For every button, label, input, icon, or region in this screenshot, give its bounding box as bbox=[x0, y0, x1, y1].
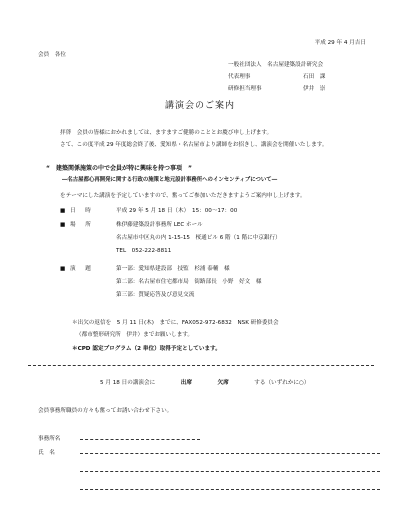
sender-row bbox=[228, 62, 325, 74]
guests-note: 会員事務所職員の方々も奮ってお誘い合わせ下さい。 bbox=[38, 408, 173, 414]
invite-paragraph: をテーマにした講演を予定していますので、奮ってご参加いただきますようご案内申し上げます。 bbox=[60, 193, 306, 199]
sender-role: 研修担当理事 bbox=[228, 86, 262, 92]
reply-contact-note: （都市整形研究所 伊井）までお願いします。 bbox=[76, 332, 194, 338]
document-date: 平成 29 年 4 月吉日 bbox=[314, 40, 366, 46]
cpd-note: ＊CPD 認定プログラム（2 単位）取得予定としています。 bbox=[72, 346, 221, 352]
office-input-line[interactable] bbox=[80, 439, 200, 440]
detail-talk bbox=[60, 266, 261, 299]
name-input-line[interactable] bbox=[80, 489, 380, 490]
attendee-name-field[interactable] bbox=[38, 450, 380, 457]
attendee-name-line-3[interactable] bbox=[80, 486, 380, 493]
cut-line bbox=[28, 365, 374, 366]
document-title: 講演会のご案内 bbox=[164, 101, 235, 111]
office-label: 事務所名 bbox=[38, 436, 61, 442]
detail-value: TEL 052-222-8811 bbox=[116, 247, 172, 254]
theme-sub: ―名古屋都心再開発に関する行政の施策と地元設計事務所へのインセンティブについて― bbox=[62, 177, 278, 183]
reply-prefix: 5 月 18 日の講演会に bbox=[100, 380, 156, 386]
intro-paragraph: さて、この度平成 29 年度総会終了後、愛知県・名古屋市より講師をお招きし、講演会を開催いたします。 bbox=[60, 142, 328, 148]
sender-block bbox=[228, 62, 325, 98]
sender-name: 石田 課 bbox=[303, 74, 326, 80]
detail-date bbox=[60, 208, 237, 215]
detail-value: 株伊藤建築設計事務所 LEC ホール bbox=[116, 222, 203, 228]
attendee-name-line-2[interactable] bbox=[80, 468, 380, 475]
greeting-paragraph: 拝啓 会員の皆様におかれましては、ますますご健勝のこととお慶び申し上げます。 bbox=[60, 130, 273, 136]
name-input-line[interactable] bbox=[80, 453, 380, 454]
reply-deadline-note: ＊出欠の返信を 5 月 11 日(木) までに、FAX052-972-6832 NSK 研修委員会 bbox=[72, 320, 279, 326]
detail-value: 第一部：愛知県建設部 技監 杉浦 泰輔 様 bbox=[116, 266, 230, 272]
sender-role: 代表理事 bbox=[228, 74, 251, 80]
detail-value: 名古屋市中区丸の内 1-15-15 桜通ビル 6 階（1 階に中京銀行） bbox=[116, 234, 281, 241]
absent-option[interactable]: 欠席 bbox=[217, 380, 229, 386]
sender-row bbox=[228, 86, 325, 98]
name-label: 氏 名 bbox=[38, 450, 55, 456]
name-input-line[interactable] bbox=[80, 471, 380, 472]
addressee: 会員 各位 bbox=[38, 52, 66, 58]
detail-value: 第二部：名古屋市住宅都市局 街路部長 小野 好文 様 bbox=[116, 278, 262, 285]
sender-name: 伊井 崇 bbox=[303, 86, 326, 92]
bullet-icon: ■ bbox=[60, 208, 66, 214]
detail-value: 第三部：質疑応答及び意見交流 bbox=[116, 291, 195, 298]
office-name-field[interactable] bbox=[38, 436, 200, 443]
detail-label: 日 時 bbox=[70, 208, 93, 214]
detail-label: 演 題 bbox=[70, 266, 93, 272]
detail-venue bbox=[60, 222, 281, 255]
theme-main: “ 建築関係施策の中で会員が特に興味を持つ事項 ” bbox=[46, 165, 192, 172]
sender-row bbox=[228, 74, 325, 86]
reply-suffix: する（いずれかに○） bbox=[254, 380, 310, 386]
attend-option[interactable]: 出席 bbox=[180, 380, 192, 386]
detail-label: 場 所 bbox=[70, 222, 93, 228]
attendance-reply bbox=[100, 380, 380, 387]
bullet-icon: ■ bbox=[60, 222, 66, 228]
sender-org: 一般社団法人 名古屋建築設計研究会 bbox=[228, 62, 324, 68]
detail-value: 平成 29 年 5 月 18 日（木） 15：00～17：00 bbox=[116, 208, 238, 214]
bullet-icon: ■ bbox=[60, 266, 66, 272]
